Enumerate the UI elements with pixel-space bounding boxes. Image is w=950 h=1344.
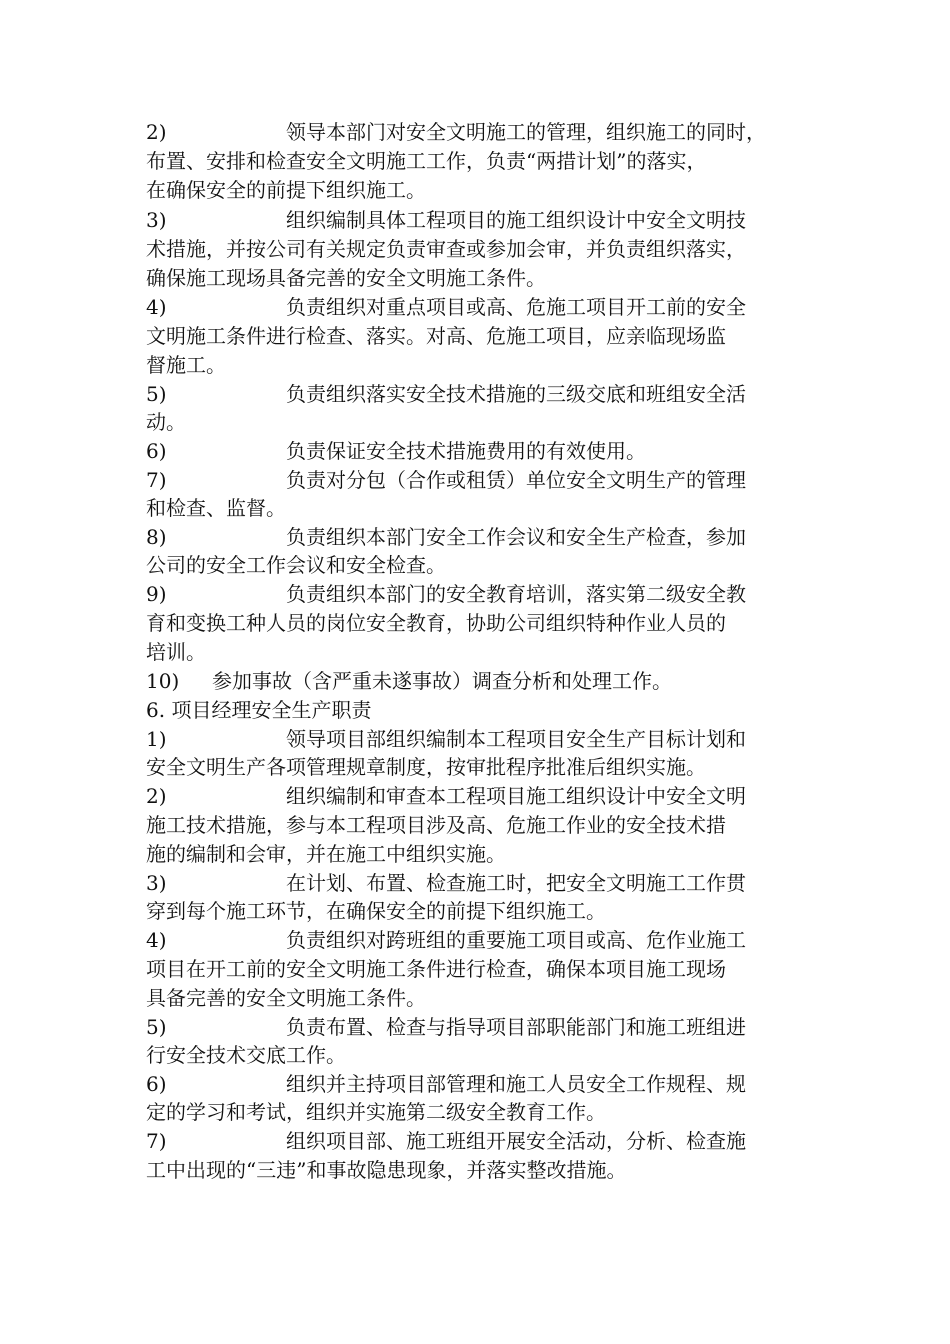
dept-duty-2-line-1 <box>146 118 766 146</box>
dept-duty-4-line-1 <box>146 293 746 321</box>
pm-duty-1-line-2: 安全文明生产各项管理规章制度，按审批程序批准后组织实施。 <box>146 755 706 779</box>
item-text: 在计划、布置、检查施工时，把安全文明施工工作贯 <box>286 871 746 895</box>
dept-duty-7-line-1 <box>146 466 746 494</box>
item-number: 3) <box>146 208 167 232</box>
dept-duty-3-line-2: 术措施，并按公司有关规定负责审查或参加会审，并负责组织落实， <box>146 237 746 261</box>
item-number: 2) <box>146 784 167 808</box>
item-number: 4) <box>146 295 167 319</box>
item-number: 7) <box>146 1129 167 1153</box>
pm-duty-7-line-1 <box>146 1127 746 1155</box>
pm-duty-6-line-2: 定的学习和考试，组织并实施第二级安全教育工作。 <box>146 1100 606 1124</box>
item-text: 组织编制和审查本工程项目施工组织设计中安全文明 <box>286 784 746 808</box>
item-number: 4) <box>146 928 167 952</box>
item-text: 领导本部门对安全文明施工的管理，组织施工的同时， <box>286 120 766 144</box>
pm-duty-3-line-2: 穿到每个施工环节，在确保安全的前提下组织施工。 <box>146 899 606 923</box>
dept-duty-3-line-1 <box>146 206 746 234</box>
item-number: 5) <box>146 1015 167 1039</box>
dept-duty-5-line-1 <box>146 380 746 408</box>
pm-duty-2-line-1 <box>146 782 746 810</box>
dept-duty-4-line-2: 文明施工条件进行检查、落实。对高、危施工项目，应亲临现场监 <box>146 324 726 348</box>
dept-duty-4-line-3: 督施工。 <box>146 353 226 377</box>
item-text: 负责组织本部门安全工作会议和安全生产检查，参加 <box>286 525 746 549</box>
item-number: 5) <box>146 382 167 406</box>
dept-duty-10-line-1 <box>146 667 672 695</box>
item-text: 负责布置、检查与指导项目部职能部门和施工班组进 <box>286 1015 746 1039</box>
item-text: 组织项目部、施工班组开展安全活动，分析、检查施 <box>286 1129 746 1153</box>
item-number: 6) <box>146 1072 167 1096</box>
item-number: 10) <box>146 669 180 693</box>
item-text: 负责组织对跨班组的重要施工项目或高、危作业施工 <box>286 928 746 952</box>
pm-duty-4-line-1 <box>146 926 746 954</box>
item-text: 组织编制具体工程项目的施工组织设计中安全文明技 <box>286 208 746 232</box>
pm-duty-7-line-2: 工中出现的“三违”和事故隐患现象，并落实整改措施。 <box>146 1158 627 1182</box>
item-number: 6) <box>146 439 167 463</box>
dept-duty-3-line-3: 确保施工现场具备完善的安全文明施工条件。 <box>146 266 546 290</box>
dept-duty-8-line-2: 公司的安全工作会议和安全检查。 <box>146 553 446 577</box>
dept-duty-9-line-3: 培训。 <box>146 640 206 664</box>
item-text: 组织并主持项目部管理和施工人员安全工作规程、规 <box>286 1072 746 1096</box>
item-text: 负责组织本部门的安全教育培训，落实第二级安全教 <box>286 582 746 606</box>
item-number: 9) <box>146 582 167 606</box>
dept-duty-9-line-1 <box>146 580 746 608</box>
item-text: 领导项目部组织编制本工程项目安全生产目标计划和 <box>286 727 746 751</box>
dept-duty-2-line-2: 布置、安排和检查安全文明施工工作，负责“两措计划”的落实， <box>146 149 707 173</box>
item-text: 负责对分包（合作或租赁）单位安全文明生产的管理 <box>286 468 746 492</box>
pm-duty-4-line-2: 项目在开工前的安全文明施工条件进行检查，确保本项目施工现场 <box>146 957 726 981</box>
section-heading: 6. 项目经理安全生产职责 <box>146 698 372 722</box>
pm-duty-5-line-2: 行安全技术交底工作。 <box>146 1043 346 1067</box>
item-text: 负责组织落实安全技术措施的三级交底和班组安全活 <box>286 382 746 406</box>
dept-duty-8-line-1 <box>146 523 746 551</box>
pm-duty-4-line-3: 具备完善的安全文明施工条件。 <box>146 986 426 1010</box>
item-text: 负责保证安全技术措施费用的有效使用。 <box>286 439 646 463</box>
pm-duty-3-line-1 <box>146 869 746 897</box>
item-number: 8) <box>146 525 167 549</box>
item-text: 参加事故（含严重未遂事故）调查分析和处理工作。 <box>212 669 672 693</box>
item-number: 1) <box>146 727 167 751</box>
pm-duty-1-line-1 <box>146 725 746 753</box>
item-number: 3) <box>146 871 167 895</box>
item-number: 7) <box>146 468 167 492</box>
item-text: 负责组织对重点项目或高、危施工项目开工前的安全 <box>286 295 746 319</box>
dept-duty-9-line-2: 育和变换工种人员的岗位安全教育，协助公司组织特种作业人员的 <box>146 611 726 635</box>
dept-duty-7-line-2: 和检查、监督。 <box>146 496 286 520</box>
pm-duty-2-line-2: 施工技术措施，参与本工程项目涉及高、危施工作业的安全技术措 <box>146 813 726 837</box>
pm-duty-2-line-3: 施的编制和会审，并在施工中组织实施。 <box>146 842 506 866</box>
pm-duty-5-line-1 <box>146 1013 746 1041</box>
pm-duty-6-line-1 <box>146 1070 746 1098</box>
item-number: 2) <box>146 120 167 144</box>
dept-duty-5-line-2: 动。 <box>146 410 186 434</box>
dept-duty-2-line-3: 在确保安全的前提下组织施工。 <box>146 178 426 202</box>
dept-duty-6-line-1 <box>146 437 646 465</box>
